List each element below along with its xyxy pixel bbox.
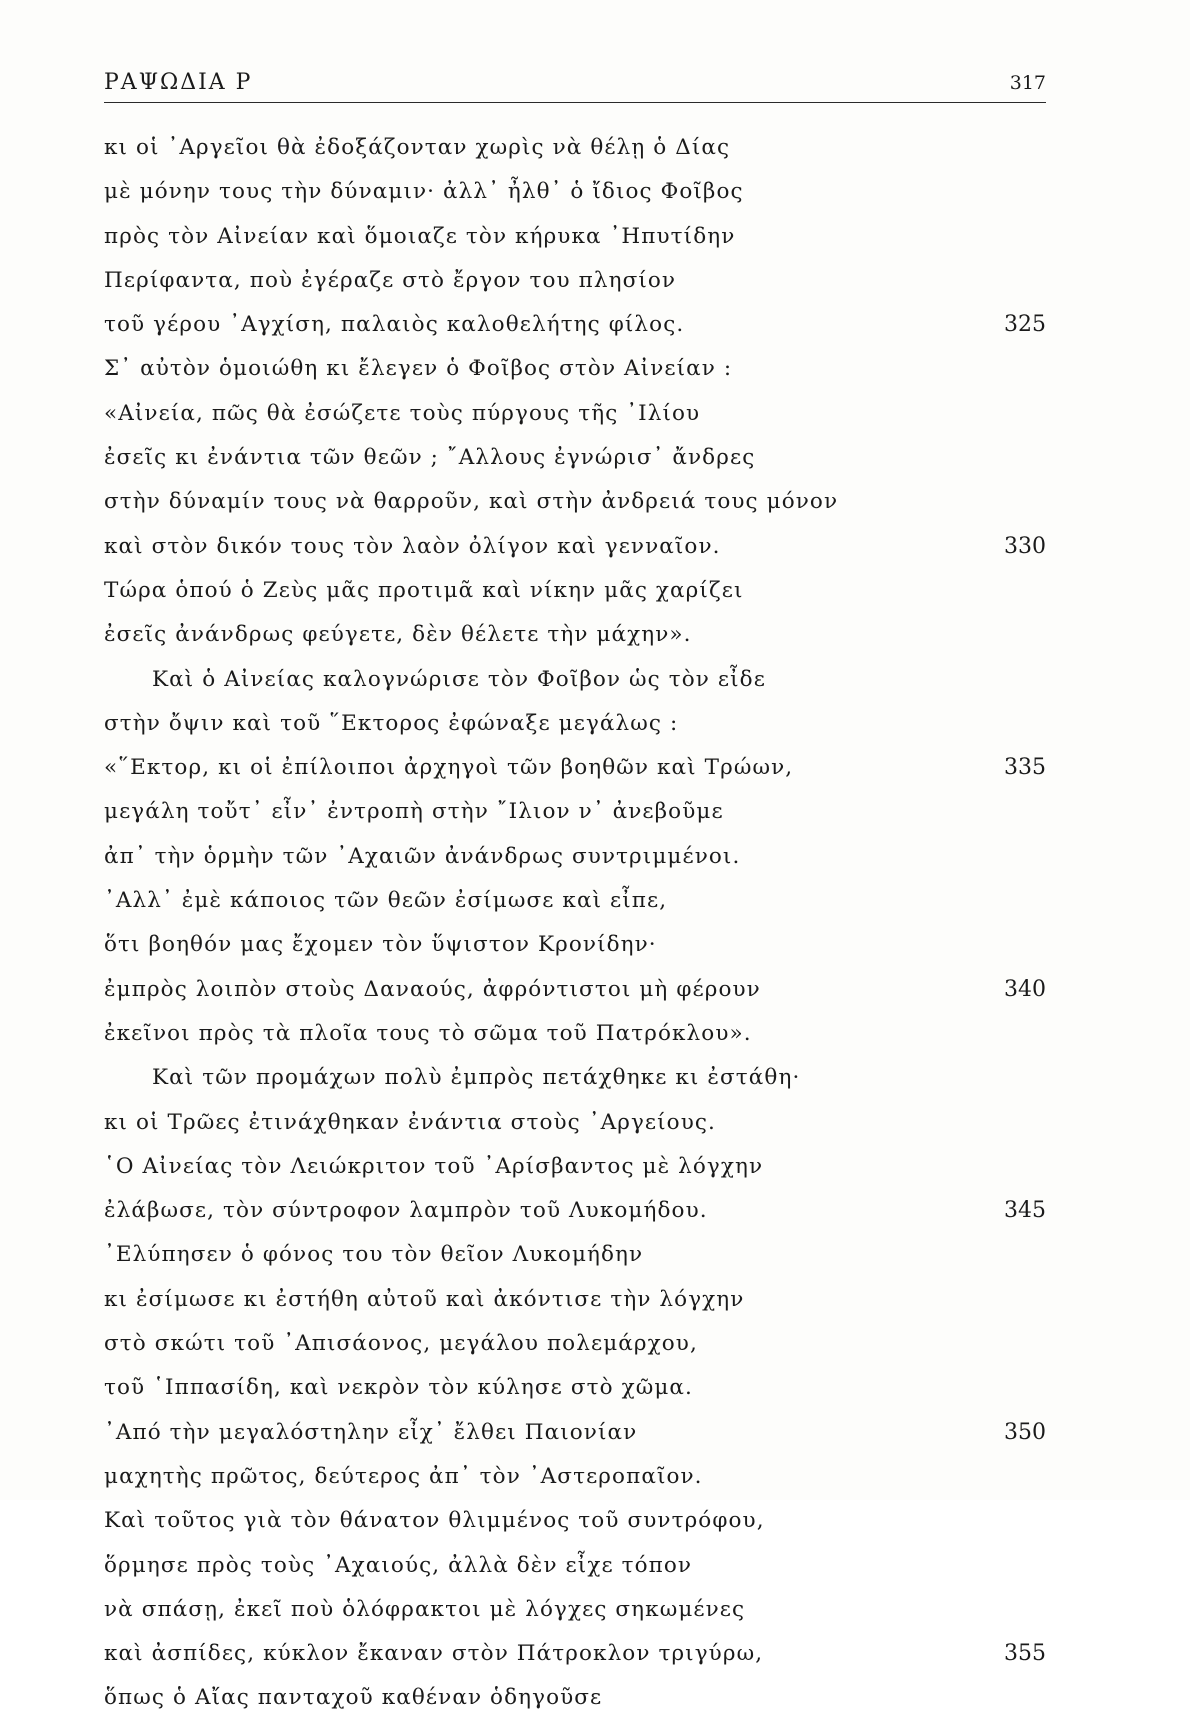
verse-line (104, 1411, 1046, 1455)
verse-line (104, 347, 1046, 391)
verse-line (104, 569, 1046, 613)
verse-line (104, 392, 1046, 436)
verse-text: ᾿Ελύπησεν ὁ φόνος του τὸν θεῖον Λυκομήδην (104, 1242, 644, 1268)
running-head: ΡΑΨΩΔΙΑ Ρ (104, 70, 253, 95)
line-number: 340 (1004, 976, 1046, 1002)
verse-line (104, 170, 1046, 214)
verse-text: Καὶ ὁ Αἰνείας καλογνώρισε τὸν Φοῖβον ὡς τὸν εἶδε (152, 666, 766, 692)
verse-text: ᾿Από τὴν μεγαλόστηλην εἶχ᾿ ἔλθει Παιονίαν (104, 1419, 638, 1445)
verse-text: ἐλάβωσε, τὸν σύντροφον λαμπρὸν τοῦ Λυκομήδου. (104, 1198, 708, 1224)
verse-text: ὅτι βοηθόν μας ἔχομεν τὸν ὕψιστον Κρονίδην· (104, 932, 657, 958)
verse-text: ἐμπρὸς λοιπὸν στοὺς Δαναούς, ἀφρόντιστοι μὴ φέρουν (104, 976, 761, 1002)
verse-line (104, 525, 1046, 569)
verse-text: καὶ στὸν δικόν τους τὸν λαὸν ὀλίγον καὶ γενναῖον. (104, 533, 721, 559)
verse-line (104, 126, 1046, 170)
verse-text: ῾Ο Αἰνείας τὸν Λειώκριτον τοῦ ᾿Αρίσβαντος μὲ λόγχην (104, 1153, 764, 1179)
verse-text: μεγάλη τοὔτ᾿ εἶν᾿ ἐντροπὴ στὴν ῎Ιλιον ν᾿ ἀνεβοῦμε (104, 799, 724, 825)
verse-line (104, 613, 1046, 657)
verse-text: Σ᾿ αὐτὸν ὁμοιώθη κι ἔλεγεν ὁ Φοῖβος στὸν Αἰνείαν : (104, 356, 733, 382)
verse-text: Καὶ τῶν προμάχων πολὺ ἐμπρὸς πετάχθηκε κι ἐστάθη· (152, 1065, 801, 1091)
line-number: 345 (1004, 1198, 1046, 1224)
verse-text: μαχητὴς πρῶτος, δεύτερος ἀπ᾿ τὸν ᾿Αστεροπαῖον. (104, 1463, 703, 1489)
verse-line (104, 1322, 1046, 1366)
verse-line (104, 658, 1046, 702)
verse-line (104, 1676, 1046, 1720)
verse-line (104, 1278, 1046, 1322)
verse-line (104, 1455, 1046, 1499)
page-number: 317 (1009, 72, 1046, 94)
verse-line (104, 1588, 1046, 1632)
verse-line (104, 303, 1046, 347)
verse-text: ἐσεῖς κι ἐνάντια τῶν θεῶν ; ῎Αλλους ἐγνώρισ᾿ ἄνδρες (104, 445, 756, 471)
verse-text: ᾿Αλλ᾿ ἐμὲ κάποιος τῶν θεῶν ἐσίμωσε καὶ εἶπε, (104, 888, 668, 914)
verse-text: ὅρμησε πρὸς τοὺς ᾿Αχαιούς, ἀλλὰ δὲν εἶχε τόπον (104, 1552, 693, 1578)
verse-line (104, 1366, 1046, 1410)
verse-line (104, 968, 1046, 1012)
line-number: 330 (1004, 533, 1046, 559)
verse-line (104, 1145, 1046, 1189)
line-number: 325 (1004, 312, 1046, 338)
verse-block (104, 126, 1046, 1721)
verse-text: στὴν δύναμίν τους νὰ θαρροῦν, καὶ στὴν ἀνδρειά τους μόνον (104, 489, 839, 515)
verse-text: ἐκεῖνοι πρὸς τὰ πλοῖα τους τὸ σῶμα τοῦ Πατρόκλου». (104, 1020, 752, 1046)
verse-text: «Αἰνεία, πῶς θὰ ἐσώζετε τοὺς πύργους τῆς ᾿Ιλίου (104, 400, 701, 426)
verse-text: Περίφαντα, ποὺ ἐγέραζε στὸ ἔργον του πλησίον (104, 267, 677, 293)
verse-line (104, 215, 1046, 259)
verse-line (104, 436, 1046, 480)
verse-text: πρὸς τὸν Αἰνείαν καὶ ὅμοιαζε τὸν κήρυκα ᾿Ηπυτίδην (104, 223, 736, 249)
line-number: 355 (1004, 1641, 1046, 1667)
verse-line (104, 1632, 1046, 1676)
verse-line (104, 923, 1046, 967)
verse-line (104, 1189, 1046, 1233)
verse-line (104, 480, 1046, 524)
verse-text: ἀπ᾿ τὴν ὁρμὴν τῶν ᾿Αχαιῶν ἀνάνδρως συντριμμένοι. (104, 843, 741, 869)
verse-text: καὶ ἀσπίδες, κύκλον ἔκαναν στὸν Πάτροκλον τριγύρω, (104, 1641, 764, 1667)
verse-text: νὰ σπάσῃ, ἐκεῖ ποὺ ὁλόφρακτοι μὲ λόγχες σηκωμένες (104, 1596, 746, 1622)
verse-line (104, 1544, 1046, 1588)
verse-text: τοῦ ῾Ιππασίδη, καὶ νεκρὸν τὸν κύλησε στὸ χῶμα. (104, 1375, 693, 1401)
page-header (104, 68, 1046, 103)
verse-text: κι ἐσίμωσε κι ἐστήθη αὐτοῦ καὶ ἀκόντισε τὴν λόγχην (104, 1286, 745, 1312)
verse-text: κι οἱ Τρῶες ἐτινάχθηκαν ἐνάντια στοὺς ᾿Αργείους. (104, 1109, 716, 1135)
verse-text: ὅπως ὁ Αἴας πανταχοῦ καθέναν ὁδηγοῦσε (104, 1685, 603, 1711)
verse-line (104, 702, 1046, 746)
verse-text: στὴν ὄψιν καὶ τοῦ ῞Εκτορος ἐφώναξε μεγάλως : (104, 710, 679, 736)
verse-line (104, 746, 1046, 790)
verse-text: ἐσεῖς ἀνάνδρως φεύγετε, δὲν θέλετε τὴν μάχην». (104, 622, 692, 648)
verse-text: μὲ μόνην τους τὴν δύναμιν· ἀλλ᾿ ἦλθ᾿ ὁ ἴδιος Φοῖβος (104, 179, 744, 205)
line-number: 350 (1004, 1419, 1046, 1445)
line-number: 335 (1004, 755, 1046, 781)
verse-line (104, 1056, 1046, 1100)
verse-line (104, 259, 1046, 303)
verse-line (104, 1499, 1046, 1543)
verse-text: κι οἱ ᾿Αργεῖοι θὰ ἐδοξάζονταν χωρὶς νὰ θέλῃ ὁ Δίας (104, 135, 731, 160)
verse-line (104, 1101, 1046, 1145)
verse-line (104, 1233, 1046, 1277)
verse-text: στὸ σκώτι τοῦ ᾿Απισάονος, μεγάλου πολεμάρχου, (104, 1331, 698, 1357)
verse-text: «῞Εκτορ, κι οἱ ἐπίλοιποι ἀρχηγοὶ τῶν βοηθῶν καὶ Τρώων, (104, 755, 794, 781)
verse-text: Τώρα ὁπού ὁ Ζεὺς μᾶς προτιμᾶ καὶ νίκην μᾶς χαρίζει (104, 577, 744, 603)
verse-text: τοῦ γέρου ᾿Αγχίση, παλαιὸς καλοθελήτης φίλος. (104, 312, 685, 338)
verse-line (104, 835, 1046, 879)
verse-line (104, 879, 1046, 923)
verse-line (104, 1012, 1046, 1056)
verse-line (104, 790, 1046, 834)
verse-text: Καὶ τοῦτος γιὰ τὸν θάνατον θλιμμένος τοῦ συντρόφου, (104, 1508, 765, 1534)
